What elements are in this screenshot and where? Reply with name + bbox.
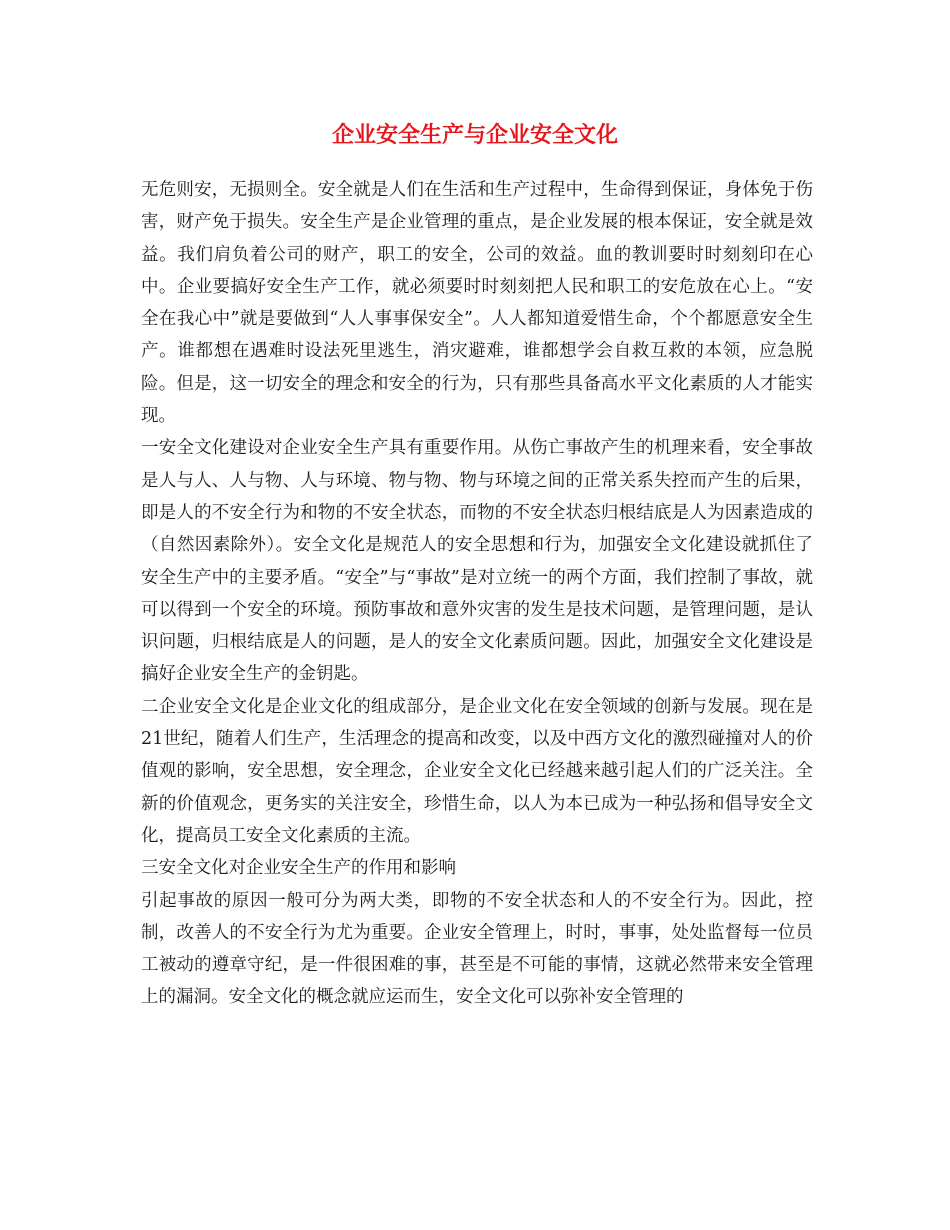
paragraph-section-3: 引起事故的原因一般可分为两大类，即物的不安全状态和人的不安全行为。因此，控制，改善人的不安全行为尤为重要。企业安全管理上，时时，事事，处处监督每一位员工被动的遵章守纪，是一件很困难的事，甚至是不可能的事情，这就必然带来安全管理上的漏洞。安全文化的概念就应运而生，安全文化可以弥补安全管理的: [141, 890, 813, 1008]
paragraph-section-2: 二企业安全文化是企业文化的组成部分，是企业文化在安全领域的创新与发展。现在是21世纪，随着人们生产，生活理念的提高和改变，以及中西方文化的激烈碰撞对人的价值观的影响，安全思想，安全理念，企业安全文化已经越来越引起人们的广泛关注。全新的价值观念，更务实的关注安全，珍惜生命，以人为本已成为一种弘扬和倡导安全文化，提高员工安全文化素质的主流。: [141, 696, 813, 846]
document-title: 企业安全生产与企业安全文化: [331, 122, 618, 148]
section-heading-3: 三安全文化对企业安全生产的作用和影响: [141, 858, 456, 879]
paragraph-section-1: 一安全文化建设对企业安全生产具有重要作用。从伤亡事故产生的机理来看，安全事故是人与人、人与物、人与环境、物与物、物与环境之间的正常关系失控而产生的后果，即是人的不安全行为和物的不安全状态，而物的不安全状态归根结底是人为因素造成的（自然因素除外）。安全文化是规范人的安全思想和行为，加强安全文化建设就抓住了安全生产中的主要矛盾。“安全”与“事故”是对立统一的两个方面，我们控制了事故，就可以得到一个安全的环境。预防事故和意外灾害的发生是技术问题，是管理问题，是认识问题，归根结底是人的问题，是人的安全文化素质问题。因此，加强安全文化建设是搞好企业安全生产的金钥匙。: [141, 438, 813, 685]
document-body: [141, 174, 813, 1014]
paragraph-intro: 无危则安，无损则全。安全就是人们在生活和生产过程中，生命得到保证，身体免于伤害，财产免于损失。安全生产是企业管理的重点，是企业发展的根本保证，安全就是效益。我们肩负着公司的财产，职工的安全，公司的效益。血的教训要时时刻刻印在心中。企业要搞好安全生产工作，就必须要时时刻刻把人民和职工的安危放在心上。“安全在我心中”就是要做到“人人事事保安全”。人人都知道爱惜生命，个个都愿意安全生产。谁都想在遇难时设法死里逃生，消灾避难，谁都想学会自救互救的本领，应急脱险。但是，这一切安全的理念和安全的行为，只有那些具备高水平文化素质的人才能实现。: [141, 180, 813, 427]
